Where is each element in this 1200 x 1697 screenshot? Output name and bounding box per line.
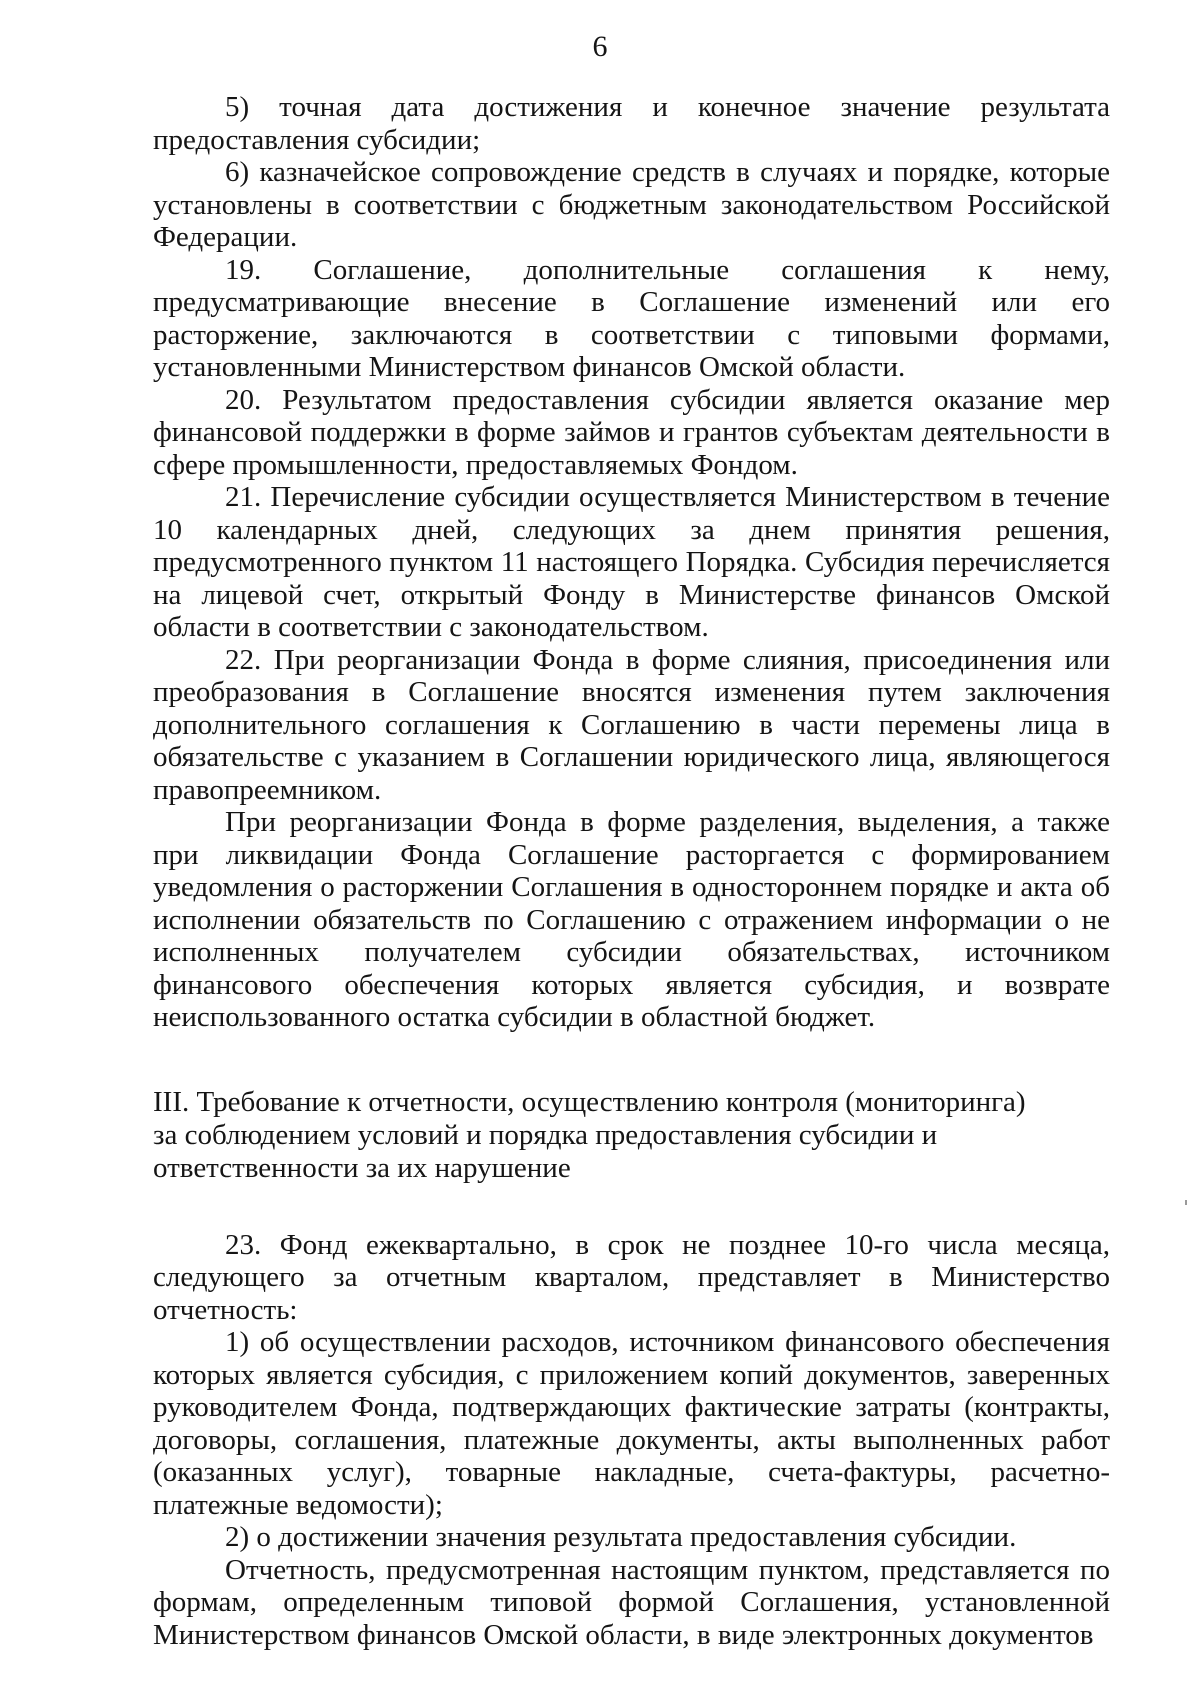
- section-heading-line-1: III. Требование к отчетности, осуществлению контроля (мониторинга): [153, 1085, 1026, 1118]
- paragraph-reorganization: При реорганизации Фонда в форме разделения, выделения, а также при ликвидации Фонда Соглашение расторгается с формированием уведомления о расторжении Соглашения в одностороннем порядке и акта об исполнении обязательств по Соглашению с отражением информации о не исполненных получателем субсидии обязательствах, источником финансового обеспечения которых является субсидия, и возврате неиспользованного остатка субсидии в областной бюджет.: [153, 806, 1110, 1033]
- document-body: [153, 91, 1110, 1651]
- paragraph-report-item-2: 2) о достижении значения результата предоставления субсидии.: [225, 1521, 1017, 1553]
- paragraph-item-5: 5) точная дата достижения и конечное значение результата предоставления субсидии;: [153, 91, 1110, 156]
- paragraph-report-item-1: 1) об осуществлении расходов, источником финансового обеспечения которых является субсидия, с приложением копий документов, заверенных руководителем Фонда, подтверждающих фактические затраты (контракты, договоры, соглашения, платежные документы, акты выполненных работ (оказанных услуг), товарные накладные, счета-фактуры, расчетно-платежные ведомости);: [153, 1326, 1110, 1521]
- paragraph-clause-22: 22. При реорганизации Фонда в форме слияния, присоединения или преобразования в Соглашение вносятся изменения путем заключения дополнительного соглашения к Соглашению в части перемены лица в обязательстве с указанием в Соглашении юридического лица, являющегося правопреемником.: [153, 643, 1110, 806]
- paragraph-clause-23: 23. Фонд ежеквартально, в срок не позднее 10-го числа месяца, следующего за отчетным кварталом, представляет в Министерство отчетность:: [153, 1228, 1110, 1326]
- paragraph-report-forms: Отчетность, предусмотренная настоящим пунктом, представляется по формам, определенным типовой формой Соглашения, установленной Министерством финансов Омской области, в виде электронных документов: [153, 1553, 1110, 1651]
- scan-speck: [1185, 1200, 1187, 1205]
- paragraph-clause-19: 19. Соглашение, дополнительные соглашения к нему, предусматривающие внесение в Соглашение изменений или его расторжение, заключаются в соответствии с типовыми формами, установленными Министерством финансов Омской области.: [153, 253, 1110, 383]
- paragraph-clause-21: 21. Перечисление субсидии осуществляется Министерством в течение 10 календарных дней, следующих за днем принятия решения, предусмотренного пунктом 11 настоящего Порядка. Субсидия перечисляется на лицевой счет, открытый Фонду в Министерстве финансов Омской области в соответствии с законодательством.: [153, 481, 1110, 643]
- section-heading-line-2: за соблюдением условий и порядка предоставления субсидии и: [153, 1118, 938, 1151]
- section-heading-line-3: ответственности за их нарушение: [153, 1151, 571, 1184]
- page-number: 6: [592, 30, 608, 63]
- paragraph-clause-20: 20. Результатом предоставления субсидии является оказание мер финансовой поддержки в форме займов и грантов субъектам деятельности в сфере промышленности, предоставляемых Фондом.: [153, 383, 1110, 481]
- section-heading: [153, 1086, 1110, 1185]
- paragraph-item-6: 6) казначейское сопровождение средств в случаях и порядке, которые установлены в соответствии с бюджетным законодательством Российской Федерации.: [153, 156, 1110, 253]
